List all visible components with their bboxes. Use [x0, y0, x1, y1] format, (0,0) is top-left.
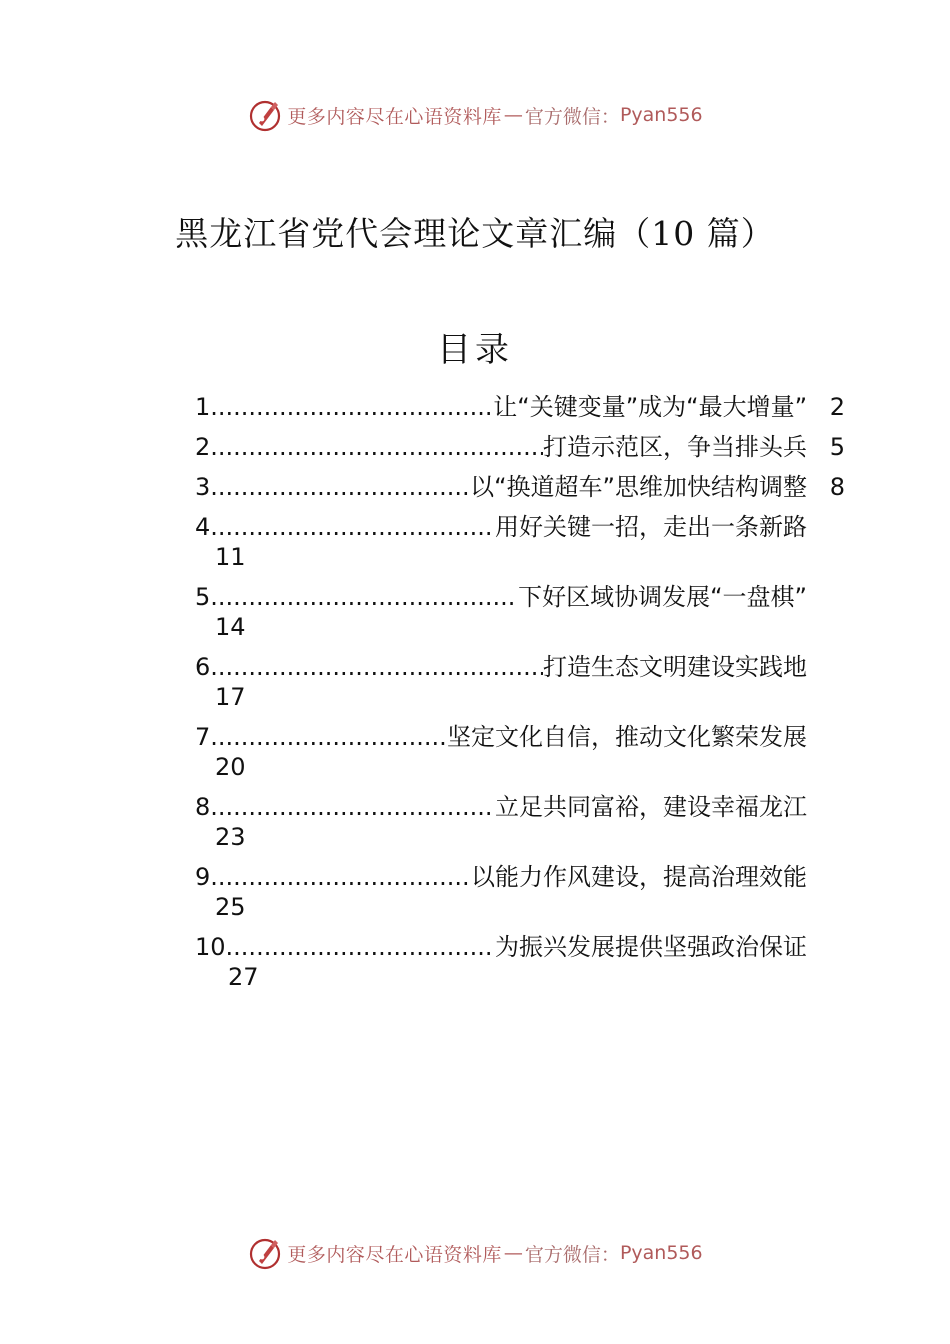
toc-entry-title: 以能力作风建设，提高治理效能 [471, 863, 807, 891]
toc-entry-title: 用好关键一招，走出一条新路 [495, 513, 807, 541]
toc-entry-number: 6 [195, 653, 211, 681]
toc-leader-dots [210, 792, 495, 822]
toc-entry-title: 坚定文化自信，推动文化繁荣发展 [447, 723, 807, 751]
pen-logo-icon [247, 97, 283, 133]
toc-entry-number: 10 [195, 933, 226, 961]
toc-leader-dots [210, 722, 447, 752]
toc-entry[interactable] [195, 472, 845, 502]
toc-entry[interactable] [195, 792, 845, 852]
table-of-contents [195, 392, 845, 1002]
toc-entry-number: 5 [195, 583, 211, 611]
toc-entry-title: 立足共同富裕，建设幸福龙江 [495, 793, 807, 821]
toc-entry-title: 下好区域协调发展“一盘棋” [518, 583, 807, 611]
toc-entry-page: 17 [215, 683, 246, 711]
toc-entry-number: 4 [195, 513, 211, 541]
toc-entry[interactable] [195, 582, 845, 642]
toc-entry-page: 5 [829, 433, 845, 461]
watermark-separator: — [503, 1242, 523, 1264]
toc-entry[interactable] [195, 392, 845, 422]
toc-entry-number: 2 [195, 433, 211, 461]
toc-entry-page: 8 [829, 473, 845, 501]
toc-leader-dots [210, 512, 495, 542]
toc-entry[interactable] [195, 432, 845, 462]
watermark-wechat-id: Pyan556 [619, 104, 703, 126]
toc-entry-title: 以“换道超车”思维加快结构调整 [470, 473, 807, 501]
watermark-footer [0, 1233, 950, 1273]
toc-entry-number: 9 [195, 863, 211, 891]
toc-leader-dots [226, 932, 495, 962]
toc-entry-title: 让“关键变量”成为“最大增量” [493, 393, 807, 421]
toc-entry-number: 7 [195, 723, 211, 751]
watermark-text: 更多内容尽在心语资料库 [287, 1243, 502, 1266]
toc-entry-page: 14 [215, 613, 246, 641]
toc-entry-page: 11 [215, 543, 246, 571]
toc-entry-page: 25 [215, 893, 246, 921]
toc-entry-page: 27 [228, 963, 259, 991]
toc-entry-page: 2 [829, 393, 845, 421]
watermark-wechat-label: 官方微信： [524, 105, 620, 128]
toc-entry-page: 20 [215, 753, 246, 781]
toc-leader-dots [210, 652, 543, 682]
toc-leader-dots [210, 432, 543, 462]
toc-entry[interactable] [195, 652, 845, 712]
toc-entry-number: 8 [195, 793, 211, 821]
toc-entry-number: 1 [195, 393, 211, 421]
watermark-separator: — [503, 104, 523, 126]
toc-entry[interactable] [195, 932, 845, 992]
document-title: 黑龙江省党代会理论文章汇编（10 篇） [175, 214, 775, 253]
toc-entry[interactable] [195, 862, 845, 922]
toc-leader-dots [210, 472, 470, 502]
toc-leader-dots [210, 862, 471, 892]
toc-entry[interactable] [195, 512, 845, 572]
toc-leader-dots [210, 582, 518, 612]
watermark-header [0, 95, 950, 135]
watermark-wechat-label: 官方微信： [524, 1243, 620, 1266]
watermark-wechat-id: Pyan556 [619, 1242, 703, 1264]
toc-leader-dots [210, 392, 493, 422]
toc-heading: 目录 [437, 330, 513, 370]
toc-entry-title: 打造示范区，争当排头兵 [543, 433, 807, 461]
pen-logo-icon [247, 1235, 283, 1271]
watermark-text: 更多内容尽在心语资料库 [287, 105, 502, 128]
toc-entry-title: 打造生态文明建设实践地 [543, 653, 807, 681]
toc-entry-page: 23 [215, 823, 246, 851]
toc-entry-title: 为振兴发展提供坚强政治保证 [495, 933, 807, 961]
toc-entry[interactable] [195, 722, 845, 782]
toc-entry-number: 3 [195, 473, 211, 501]
